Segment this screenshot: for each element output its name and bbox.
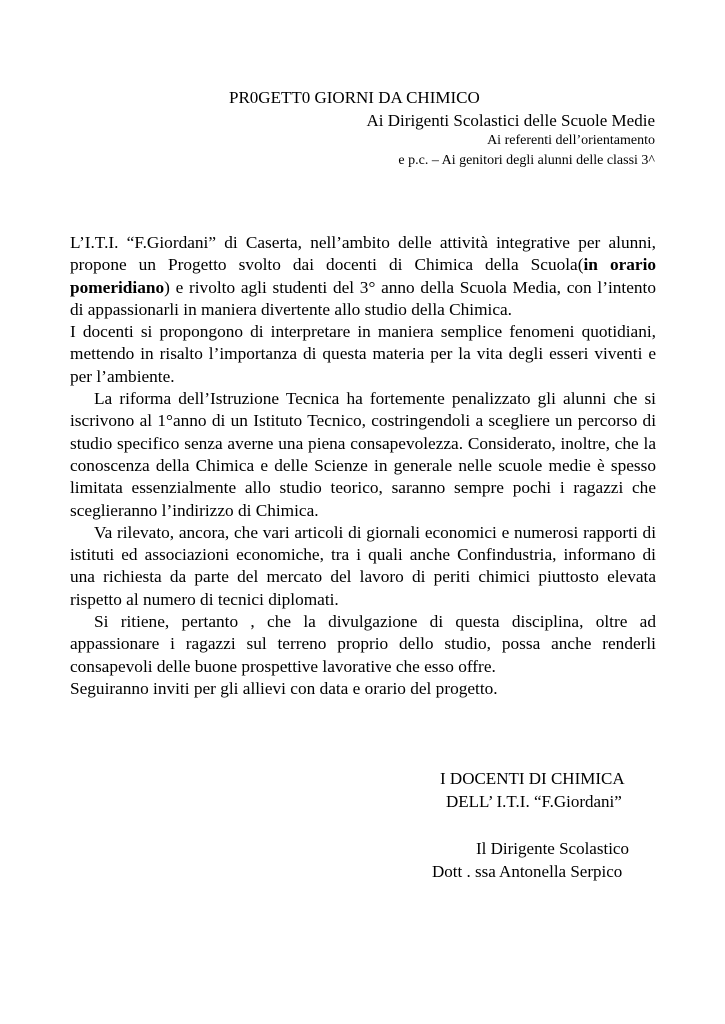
recipient-line-3: e p.c. – Ai genitori degli alunni delle classi 3^ <box>398 153 655 168</box>
paragraph-6: Seguiranno inviti per gli allievi con data e orario del progetto. <box>70 678 498 698</box>
principal-signature-line-1: Il Dirigente Scolastico <box>476 839 629 858</box>
paragraph-1-text-b: ) e rivolto agli studenti del 3° anno della Scuola Media, con l’intento di appassionarli in maniera divertente allo studio della Chimica. <box>70 277 656 319</box>
document-title: PR0GETT0 GIORNI DA CHIMICO <box>229 88 480 107</box>
paragraph-2: I docenti si propongono di interpretare in maniera semplice fenomeni quotidiani, mettendo in risalto l’importanza di questa materia per la vita degli esseri viventi e per l’ambiente. <box>70 322 656 386</box>
paragraph-1-text-a: L’I.T.I. “F.Giordani” di Caserta, nell’ambito delle attività integrative per alunni, propone un Progetto svolto dai docenti di Chimica della Scuola( <box>70 233 656 275</box>
recipient-line-1: Ai Dirigenti Scolastici delle Scuole Medie <box>366 111 655 130</box>
principal-signature-line-2: Dott . ssa Antonella Serpico <box>432 862 623 881</box>
paragraph-1 <box>70 232 656 321</box>
letter-body <box>70 232 656 700</box>
paragraph-3: La riforma dell’Istruzione Tecnica ha fortemente penalizzato gli alunni che si iscrivono al 1°anno di un Istituto Tecnico, costringendoli a scegliere un percorso di studio specifico senza averne una piena consapevolezza. Considerato, inoltre, che la conoscenza della Chimica e delle Scienze in generale nelle scuole medie è spesso limitata essenzialmente allo studio teorico, saranno sempre pochi i ragazzi che sceglieranno l’indirizzo di Chimica. <box>70 389 656 520</box>
teachers-signature-line-2: DELL’ I.T.I. “F.Giordani” <box>446 792 622 811</box>
paragraph-4: Va rilevato, ancora, che vari articoli di giornali economici e numerosi rapporti di istituti ed associazioni economiche, tra i quali anche Confindustria, informano di una richiesta da parte del mercato del lavoro di periti chimici piuttosto elevata rispetto al numero di tecnici diplomati. <box>70 522 656 609</box>
teachers-signature-line-1: I DOCENTI DI CHIMICA <box>440 769 625 788</box>
paragraph-1-bold-text: in orario pomeridiano <box>70 255 657 297</box>
paragraph-5: Si ritiene, pertanto , che la divulgazione di questa disciplina, oltre ad appassionare i ragazzi sul terreno proprio dello studio, possa anche renderli consapevoli delle buone prospettive lavorative che esso offre. <box>70 612 656 676</box>
recipient-line-2: Ai referenti dell’orientamento <box>487 133 655 148</box>
